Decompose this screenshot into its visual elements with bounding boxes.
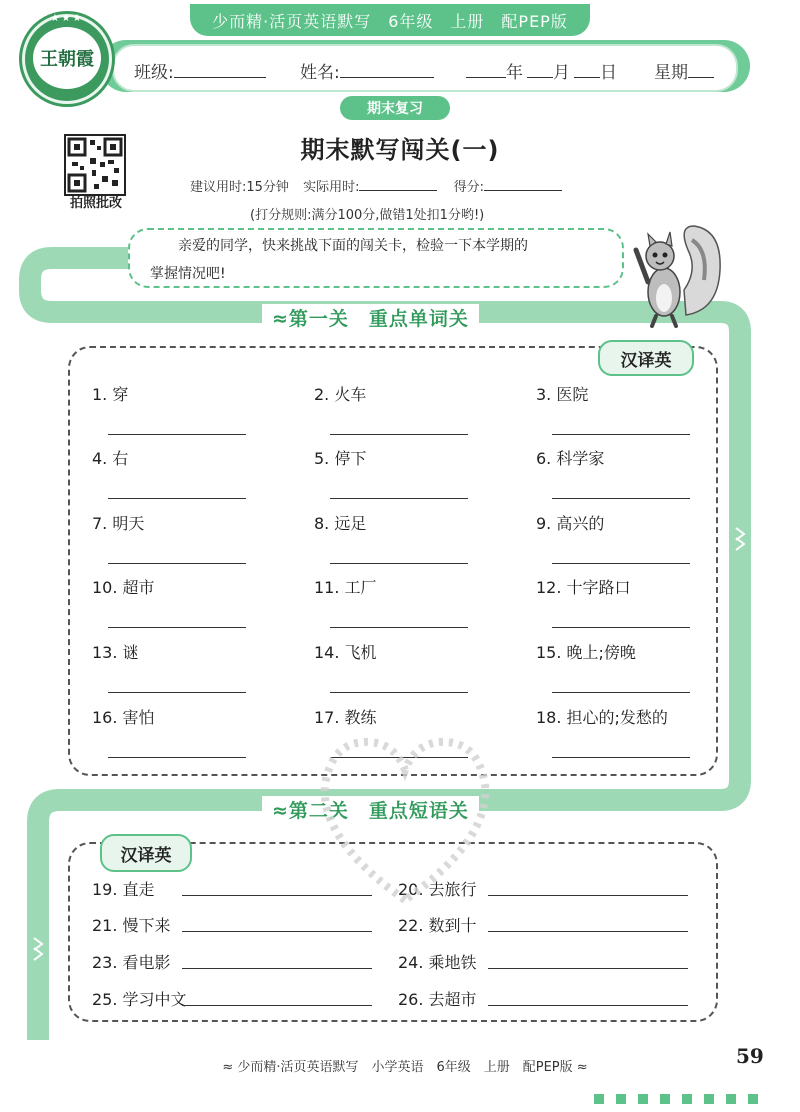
phrase-prompt: 26. 去超市 xyxy=(398,990,477,1009)
phrase-prompt: 19. 直走 xyxy=(92,880,155,899)
phrase-prompt: 23. 看电影 xyxy=(92,953,171,972)
day-label: 日 xyxy=(600,63,617,83)
answer-line[interactable] xyxy=(488,895,688,896)
logo-text: 王朝霞 xyxy=(33,27,101,89)
word-prompt: 11. 工厂 xyxy=(314,578,377,597)
answer-line[interactable] xyxy=(488,1005,688,1006)
page-number: 59 xyxy=(736,1044,764,1068)
class-label: 班级: xyxy=(134,63,174,83)
answer-line[interactable] xyxy=(330,692,468,693)
answer-line[interactable] xyxy=(182,931,372,932)
answer-line[interactable] xyxy=(552,692,690,693)
word-prompt: 5. 停下 xyxy=(314,449,367,468)
name-label: 姓名: xyxy=(300,63,340,83)
phrase-prompt: 20. 去旅行 xyxy=(398,880,477,899)
section-2-tag: 汉译英 xyxy=(100,834,192,872)
answer-line[interactable] xyxy=(330,498,468,499)
scoring-rules: (打分规则:满分100分,做错1处扣1分哟!) xyxy=(250,208,485,223)
phrase-prompt: 25. 学习中文 xyxy=(92,990,187,1009)
phrase-prompt: 24. 乘地铁 xyxy=(398,953,477,972)
answer-line[interactable] xyxy=(552,498,690,499)
section-1-tag: 汉译英 xyxy=(598,340,694,376)
word-prompt: 6. 科学家 xyxy=(536,449,605,468)
page-title: 期末默写闯关(一) xyxy=(300,136,500,164)
word-prompt: 17. 教练 xyxy=(314,708,377,727)
word-prompt: 2. 火车 xyxy=(314,385,367,404)
intro-line-2: 掌握情况吧! xyxy=(150,266,226,282)
word-prompt: 18. 担心的;发愁的 xyxy=(536,708,668,727)
footer-square-icon xyxy=(616,1094,626,1104)
word-prompt: 3. 医院 xyxy=(536,385,589,404)
phrase-prompt: 21. 慢下来 xyxy=(92,916,171,935)
word-prompt: 4. 右 xyxy=(92,449,129,468)
intro-line-1: 亲爱的同学，快来挑战下面的闯关卡，检验一下本学期的 xyxy=(178,238,528,254)
word-prompt: 1. 穿 xyxy=(92,385,129,404)
footer-text: ≈ 少而精·活页英语默写 小学英语 6年级 上册 配PEP版 ≈ xyxy=(222,1060,588,1075)
answer-line[interactable] xyxy=(108,563,246,564)
section-1-heading: ≈第一关 重点单词关 xyxy=(262,304,479,331)
word-prompt: 7. 明天 xyxy=(92,514,145,533)
answer-line[interactable] xyxy=(108,498,246,499)
answer-line[interactable] xyxy=(488,968,688,969)
answer-line[interactable] xyxy=(330,563,468,564)
answer-line[interactable] xyxy=(108,692,246,693)
word-prompt: 13. 谜 xyxy=(92,643,139,662)
word-prompt: 15. 晚上;傍晚 xyxy=(536,643,636,662)
section-2-heading: ≈第二关 重点短语关 xyxy=(262,796,479,823)
series-title: 少而精·活页英语默写 6年级 上册 配PEP版 xyxy=(190,4,590,36)
word-prompt: 16. 害怕 xyxy=(92,708,155,727)
answer-line[interactable] xyxy=(552,563,690,564)
answer-line[interactable] xyxy=(552,434,690,435)
footer-square-icon xyxy=(660,1094,670,1104)
qr-label: 拍照批改 xyxy=(69,196,122,211)
answer-line[interactable] xyxy=(552,757,690,758)
watermark-stamp-icon xyxy=(310,730,500,910)
review-tab: 期末复习 xyxy=(340,96,450,120)
footer-square-icon xyxy=(704,1094,714,1104)
footer-square-icon xyxy=(594,1094,604,1104)
answer-line[interactable] xyxy=(182,968,372,969)
weekday-label: 星期 xyxy=(654,63,688,83)
footer-square-icon xyxy=(682,1094,692,1104)
word-prompt: 8. 远足 xyxy=(314,514,367,533)
footer-square-icon xyxy=(748,1094,758,1104)
answer-line[interactable] xyxy=(108,434,246,435)
year-label: 年 xyxy=(506,63,523,83)
answer-line[interactable] xyxy=(182,1005,372,1006)
suggested-time: 建议用时:15分钟 xyxy=(190,180,289,195)
month-label: 月 xyxy=(553,63,570,83)
intro-speech-bubble xyxy=(128,228,624,288)
logo-stars-icon: ★★★ xyxy=(50,13,84,24)
actual-time-label: 实际用时: xyxy=(303,180,360,195)
word-prompt: 12. 十字路口 xyxy=(536,578,631,597)
answer-line[interactable] xyxy=(108,757,246,758)
squirrel-mascot-icon xyxy=(628,220,724,330)
footer-square-icon xyxy=(638,1094,648,1104)
word-prompt: 9. 高兴的 xyxy=(536,514,605,533)
answer-line[interactable] xyxy=(330,627,468,628)
phrase-prompt: 22. 数到十 xyxy=(398,916,477,935)
footer-square-icon xyxy=(726,1094,736,1104)
answer-line[interactable] xyxy=(108,627,246,628)
answer-line[interactable] xyxy=(488,931,688,932)
score-label: 得分: xyxy=(453,180,484,195)
word-prompt: 10. 超市 xyxy=(92,578,155,597)
word-prompt: 14. 飞机 xyxy=(314,643,377,662)
answer-line[interactable] xyxy=(330,434,468,435)
answer-line[interactable] xyxy=(552,627,690,628)
